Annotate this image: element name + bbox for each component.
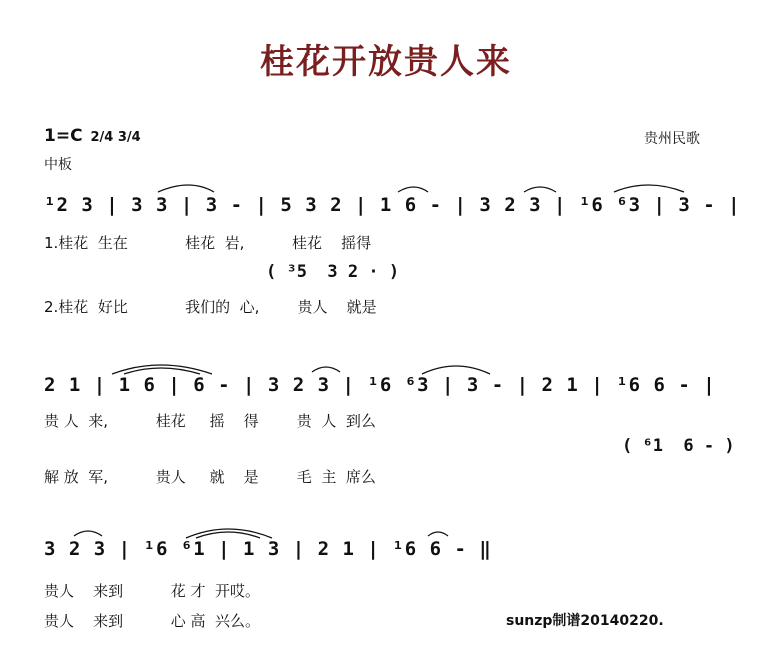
- lyrics-verse-1-line-2: 贵 人 来, 桂花 摇 得 贵 人 到么: [44, 412, 376, 430]
- music-system-2: [0, 360, 772, 412]
- song-origin: 贵州民歌: [644, 131, 700, 147]
- grace-note-group: ( ³5 3 2 · ): [266, 262, 400, 282]
- lyrics-verse-2-line-2: 解 放 军, 贵人 就 是 毛 主 席么: [44, 468, 376, 486]
- grace-note-group: ( ⁶1 6 - ): [622, 436, 735, 456]
- transcriber-credit: sunzp制谱20140220.: [506, 613, 664, 629]
- lyrics-verse-1-line-3: 贵人 来到 花 才 开哎。: [44, 582, 261, 600]
- lyrics-verse-2-line-3: 贵人 来到 心 高 兴么。: [44, 612, 261, 630]
- notation-line: 2 1 | 1 6 | 6 - | 3 2 3 | ¹6 ⁶3 | 3 - | 2 1 | ¹6 6 - |: [44, 374, 716, 396]
- song-title: 桂花开放贵人来: [260, 42, 512, 82]
- key-label: 1=C: [44, 126, 83, 146]
- notation-line: ¹2 3 | 3 3 | 3 - | 5 3 2 | 1 6 - | 3 2 3 | ¹6 ⁶3 | 3 - |: [44, 194, 741, 216]
- music-system-3: [0, 524, 772, 576]
- key-signature: [44, 126, 141, 146]
- time-signature: 2/4 3/4: [90, 130, 141, 145]
- lyrics-verse-2-line-1: 2.桂花 好比 我们的 心, 贵人 就是: [44, 298, 377, 316]
- notation-line: 3 2 3 | ¹6 ⁶1 | 1 3 | 2 1 | ¹6 6 - ‖: [44, 538, 492, 560]
- tempo-marking: 中板: [44, 157, 72, 173]
- lyrics-verse-1-line-1: 1.桂花 生在 桂花 岩, 桂花 摇得: [44, 234, 372, 252]
- music-system-1: [0, 180, 772, 232]
